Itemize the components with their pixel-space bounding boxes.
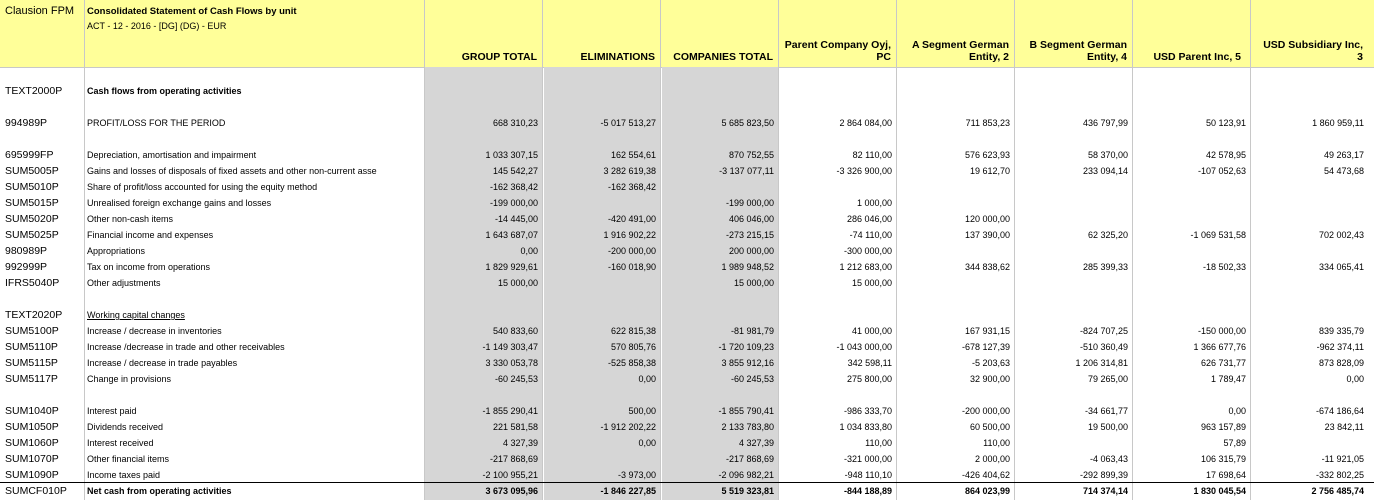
value-cell[interactable]: -217 868,69 — [489, 454, 538, 464]
row-code: 980989P — [5, 245, 48, 257]
row-description: Income taxes paid — [87, 470, 161, 480]
value-cell[interactable]: -420 491,00 — [607, 214, 656, 224]
value-cell[interactable]: 285 399,33 — [1082, 262, 1128, 272]
table-row[interactable] — [0, 467, 1374, 483]
table-row[interactable] — [0, 259, 1374, 275]
row-description: Dividends received — [87, 422, 164, 432]
row-code: SUM5025P — [5, 229, 59, 241]
table-row[interactable] — [0, 195, 1374, 211]
column-header-line2: PC — [876, 51, 891, 63]
value-cell[interactable]: 1 034 833,80 — [839, 422, 892, 432]
table-row[interactable] — [0, 275, 1374, 291]
value-cell[interactable]: -824 707,25 — [1079, 326, 1128, 336]
column-header-line1: A Segment German — [911, 39, 1009, 51]
value-cell[interactable]: -14 445,00 — [494, 214, 538, 224]
row-code: TEXT2000P — [5, 85, 63, 97]
value-cell[interactable]: 0,00 — [520, 246, 538, 256]
value-cell[interactable]: 1 366 677,76 — [1193, 342, 1246, 352]
value-cell[interactable]: 79 265,00 — [1087, 374, 1128, 384]
value-cell[interactable]: 626 731,77 — [1200, 358, 1246, 368]
value-cell[interactable]: 137 390,00 — [964, 230, 1010, 240]
value-cell[interactable]: 58 370,00 — [1087, 150, 1128, 160]
row-description: Appropriations — [87, 246, 146, 256]
value-cell[interactable]: 32 900,00 — [969, 374, 1010, 384]
table-row[interactable] — [0, 243, 1374, 259]
value-cell[interactable]: -1 149 303,47 — [482, 342, 538, 352]
value-cell[interactable]: -200 000,00 — [607, 246, 656, 256]
row-description: Other non-cash items — [87, 214, 174, 224]
value-cell[interactable]: -674 186,64 — [1315, 406, 1364, 416]
value-cell[interactable]: 4 327,39 — [502, 438, 538, 448]
row-description: PROFIT/LOSS FOR THE PERIOD — [87, 118, 226, 128]
value-cell[interactable]: 42 578,95 — [1205, 150, 1246, 160]
row-code: SUM5100P — [5, 325, 59, 337]
table-row[interactable] — [0, 115, 1374, 131]
row-description: Working capital changes — [87, 310, 185, 320]
value-cell[interactable]: -1 720 109,23 — [718, 342, 774, 352]
value-cell[interactable]: 2 756 485,74 — [1311, 486, 1364, 496]
column-header-line1 — [653, 39, 773, 51]
value-cell[interactable]: 1 916 902,22 — [603, 230, 656, 240]
table-row[interactable] — [0, 323, 1374, 339]
value-cell[interactable]: 200 000,00 — [728, 246, 774, 256]
row-description: Increase / decrease in trade payables — [87, 358, 238, 368]
value-cell[interactable]: -332 802,25 — [1315, 470, 1364, 480]
value-cell[interactable]: -3 137 077,11 — [719, 166, 774, 176]
value-cell[interactable]: -2 096 982,21 — [718, 470, 774, 480]
value-cell[interactable]: 342 598,11 — [847, 358, 892, 368]
total-separator — [0, 482, 1374, 483]
value-cell[interactable]: 1 789,47 — [1210, 374, 1246, 384]
value-cell[interactable]: 19 500,00 — [1087, 422, 1128, 432]
value-cell[interactable]: -60 245,53 — [730, 374, 774, 384]
value-cell[interactable]: 15 000,00 — [851, 278, 892, 288]
value-cell[interactable]: -200 000,00 — [961, 406, 1010, 416]
value-cell[interactable]: -4 063,43 — [1089, 454, 1128, 464]
value-cell[interactable]: -199 000,00 — [489, 198, 538, 208]
column-header-line1 — [543, 39, 655, 51]
row-code: SUM1060P — [5, 437, 59, 449]
column-header-line2: ELIMINATIONS — [580, 51, 655, 63]
value-cell[interactable]: -5 017 513,27 — [600, 118, 656, 128]
column-header-line1: USD Subsidiary Inc, — [1263, 39, 1363, 51]
value-cell[interactable]: -300 000,00 — [843, 246, 892, 256]
value-cell[interactable]: 221 581,58 — [492, 422, 538, 432]
column-header[interactable] — [543, 39, 655, 63]
row-code: 695999FP — [5, 149, 54, 161]
value-cell[interactable]: 570 805,76 — [610, 342, 656, 352]
value-cell[interactable]: -107 052,63 — [1197, 166, 1246, 176]
value-cell[interactable]: 82 110,00 — [852, 150, 892, 160]
table-row[interactable] — [0, 179, 1374, 195]
row-description: Other financial items — [87, 454, 170, 464]
value-cell[interactable]: -510 360,49 — [1079, 342, 1128, 352]
row-code: SUM5020P — [5, 213, 59, 225]
value-cell[interactable]: 702 002,43 — [1318, 230, 1364, 240]
value-cell[interactable]: 3 855 912,16 — [721, 358, 774, 368]
table-row[interactable] — [0, 83, 1374, 99]
value-cell[interactable]: -3 973,00 — [617, 470, 656, 480]
value-cell[interactable]: 1 830 045,54 — [1193, 486, 1246, 496]
value-cell[interactable]: 41 000,00 — [851, 326, 892, 336]
value-cell[interactable]: -1 846 227,85 — [600, 486, 656, 496]
value-cell[interactable]: -74 110,00 — [849, 230, 892, 240]
value-cell[interactable]: 0,00 — [1228, 406, 1246, 416]
value-cell[interactable]: 5 685 823,50 — [721, 118, 774, 128]
value-cell[interactable]: 167 931,15 — [964, 326, 1010, 336]
table-row[interactable] — [0, 371, 1374, 387]
value-cell[interactable]: 3 282 619,38 — [603, 166, 656, 176]
row-code: SUM5015P — [5, 197, 59, 209]
row-description: Tax on income from operations — [87, 262, 211, 272]
value-cell[interactable]: -1 855 290,41 — [482, 406, 538, 416]
table-row[interactable] — [0, 147, 1374, 163]
column-header-line1: Parent Company Oyj, — [784, 39, 891, 51]
table-row[interactable] — [0, 419, 1374, 435]
table-row[interactable] — [0, 483, 1374, 499]
value-cell[interactable]: 1 643 687,07 — [485, 230, 538, 240]
value-cell[interactable]: 1 206 314,81 — [1075, 358, 1128, 368]
value-cell[interactable]: 110,00 — [983, 438, 1010, 448]
value-cell[interactable]: 106 315,79 — [1200, 454, 1246, 464]
value-cell[interactable]: 344 838,62 — [964, 262, 1010, 272]
value-cell[interactable]: 54 473,68 — [1323, 166, 1364, 176]
value-cell[interactable]: -3 326 900,00 — [836, 166, 892, 176]
row-description: Increase /decrease in trade and other receivables — [87, 342, 285, 352]
value-cell[interactable]: 2 864 084,00 — [839, 118, 892, 128]
value-cell[interactable]: 711 853,23 — [965, 118, 1010, 128]
value-cell[interactable]: -678 127,39 — [961, 342, 1010, 352]
value-cell[interactable]: 2 133 783,80 — [721, 422, 774, 432]
column-header-line2: COMPANIES TOTAL — [673, 51, 773, 63]
value-cell[interactable]: 60 500,00 — [969, 422, 1010, 432]
value-cell[interactable]: 1 000,00 — [856, 198, 892, 208]
row-description: Depreciation, amortisation and impairment — [87, 150, 257, 160]
row-code: SUM1090P — [5, 469, 59, 481]
row-code: TEXT2020P — [5, 309, 63, 321]
column-header-line1: B Segment German — [1029, 39, 1127, 51]
column-header[interactable] — [1133, 39, 1241, 63]
value-cell[interactable]: 1 989 948,52 — [721, 262, 774, 272]
table-row[interactable] — [0, 451, 1374, 467]
value-cell[interactable]: 3 673 095,96 — [485, 486, 538, 496]
row-code: SUM1040P — [5, 405, 59, 417]
value-cell[interactable]: -948 110,10 — [844, 470, 892, 480]
row-description: Net cash from operating activities — [87, 486, 232, 496]
report-title: Consolidated Statement of Cash Flows by unit — [87, 6, 297, 17]
report-subtitle: ACT - 12 - 2016 - [DG] (DG) - EUR — [87, 21, 227, 31]
value-cell[interactable]: -321 000,00 — [843, 454, 892, 464]
value-cell[interactable]: 62 325,20 — [1087, 230, 1128, 240]
value-cell[interactable]: 0,00 — [1346, 374, 1364, 384]
value-cell[interactable]: 162 554,61 — [610, 150, 656, 160]
value-cell[interactable]: 49 263,17 — [1323, 150, 1364, 160]
row-code: SUMCF010P — [5, 485, 67, 497]
table-row[interactable] — [0, 403, 1374, 419]
row-description: Gains and losses of disposals of fixed assets and other non-current asse — [87, 166, 377, 176]
row-code: SUM1050P — [5, 421, 59, 433]
value-cell[interactable]: 57,89 — [1223, 438, 1246, 448]
value-cell[interactable]: 0,00 — [638, 374, 656, 384]
table-row[interactable] — [0, 435, 1374, 451]
value-cell[interactable]: 1 860 959,11 — [1312, 118, 1364, 128]
value-cell[interactable]: -81 981,79 — [730, 326, 774, 336]
value-cell[interactable]: 17 698,64 — [1205, 470, 1246, 480]
row-description: Cash flows from operating activities — [87, 86, 242, 96]
column-header-line1 — [425, 39, 537, 51]
value-cell[interactable]: 110,00 — [865, 438, 892, 448]
value-cell[interactable]: 23 842,11 — [1324, 422, 1364, 432]
value-cell[interactable]: -217 868,69 — [725, 454, 774, 464]
row-code: SUM5010P — [5, 181, 59, 193]
row-description: Financial income and expenses — [87, 230, 214, 240]
column-header-line2: USD Parent Inc, 5 — [1153, 51, 1241, 63]
value-cell[interactable]: -273 215,15 — [725, 230, 774, 240]
column-header[interactable] — [897, 39, 1009, 63]
table-row[interactable] — [0, 355, 1374, 371]
value-cell[interactable]: -1 912 202,22 — [600, 422, 656, 432]
value-cell[interactable]: 334 065,41 — [1318, 262, 1364, 272]
row-code: SUM5117P — [5, 373, 58, 385]
column-header[interactable] — [1251, 39, 1363, 63]
value-cell[interactable]: 1 212 683,00 — [839, 262, 892, 272]
table-row[interactable] — [0, 227, 1374, 243]
row-code: 994989P — [5, 117, 48, 129]
value-cell[interactable]: -34 661,77 — [1084, 406, 1128, 416]
row-description: Change in provisions — [87, 374, 172, 384]
value-cell[interactable]: 622 815,38 — [610, 326, 656, 336]
row-description: Share of profit/loss accounted for using the equity method — [87, 182, 318, 192]
value-cell[interactable]: 873 828,09 — [1318, 358, 1364, 368]
value-cell[interactable]: -150 000,00 — [1197, 326, 1246, 336]
value-cell[interactable]: 120 000,00 — [964, 214, 1010, 224]
value-cell[interactable]: 540 833,60 — [492, 326, 538, 336]
value-cell[interactable]: 839 335,79 — [1318, 326, 1364, 336]
row-code: IFRS5040P — [5, 277, 60, 289]
row-code: SUM1070P — [5, 453, 59, 465]
row-code: SUM5110P — [5, 341, 58, 353]
value-cell[interactable]: 286 046,00 — [846, 214, 892, 224]
value-cell[interactable]: 19 612,70 — [969, 166, 1010, 176]
value-cell[interactable]: -1 043 000,00 — [836, 342, 892, 352]
value-cell[interactable]: -2 100 955,21 — [482, 470, 538, 480]
value-cell[interactable]: 1 829 929,61 — [485, 262, 538, 272]
column-header-line2: Entity, 2 — [968, 51, 1009, 63]
table-row[interactable] — [0, 211, 1374, 227]
value-cell[interactable]: 870 752,55 — [728, 150, 774, 160]
value-cell[interactable]: 50 123,91 — [1205, 118, 1246, 128]
table-row[interactable] — [0, 307, 1374, 323]
row-code: SUM5005P — [5, 165, 59, 177]
value-cell[interactable]: 864 023,99 — [964, 486, 1010, 496]
value-cell[interactable]: 714 374,14 — [1082, 486, 1128, 496]
column-header[interactable] — [653, 39, 773, 63]
row-description: Interest received — [87, 438, 154, 448]
row-description: Unrealised foreign exchange gains and losses — [87, 198, 272, 208]
value-cell[interactable]: -199 000,00 — [725, 198, 774, 208]
column-header[interactable] — [1015, 39, 1127, 63]
value-cell[interactable]: 576 623,93 — [964, 150, 1010, 160]
value-cell[interactable]: -162 368,42 — [607, 182, 656, 192]
value-cell[interactable]: -986 333,70 — [843, 406, 892, 416]
value-cell[interactable]: -525 858,38 — [607, 358, 656, 368]
value-cell[interactable]: -1 855 790,41 — [718, 406, 774, 416]
value-cell[interactable]: 15 000,00 — [497, 278, 538, 288]
value-cell[interactable]: 500,00 — [628, 406, 656, 416]
app-label: Clausion FPM — [5, 5, 75, 17]
row-description: Other adjustments — [87, 278, 161, 288]
row-code: SUM5115P — [5, 357, 58, 369]
row-code: 992999P — [5, 261, 48, 273]
value-cell[interactable]: -1 069 531,58 — [1190, 230, 1246, 240]
column-header[interactable] — [779, 39, 891, 63]
value-cell[interactable]: 145 542,27 — [492, 166, 538, 176]
value-cell[interactable]: 0,00 — [638, 438, 656, 448]
value-cell[interactable]: 406 046,00 — [728, 214, 774, 224]
value-cell[interactable]: 233 094,14 — [1082, 166, 1128, 176]
table-row[interactable] — [0, 339, 1374, 355]
column-header-line2: 3 — [1357, 51, 1363, 63]
value-cell[interactable]: 963 157,89 — [1200, 422, 1246, 432]
column-header-line2: GROUP TOTAL — [461, 51, 537, 63]
value-cell[interactable]: -5 203,63 — [971, 358, 1010, 368]
value-cell[interactable]: -11 921,05 — [1321, 454, 1364, 464]
value-cell[interactable]: 3 330 053,78 — [485, 358, 538, 368]
value-cell[interactable]: 436 797,99 — [1082, 118, 1128, 128]
column-header-line2: Entity, 4 — [1086, 51, 1127, 63]
value-cell[interactable]: -292 899,39 — [1079, 470, 1128, 480]
value-cell[interactable]: 275 800,00 — [846, 374, 892, 384]
row-description: Interest paid — [87, 406, 137, 416]
value-cell[interactable]: -60 245,53 — [494, 374, 538, 384]
value-cell[interactable]: 15 000,00 — [733, 278, 774, 288]
column-header[interactable] — [425, 39, 537, 63]
value-cell[interactable]: 2 000,00 — [974, 454, 1010, 464]
value-cell[interactable]: -160 018,90 — [607, 262, 656, 272]
value-cell[interactable]: 1 033 307,15 — [485, 150, 538, 160]
value-cell[interactable]: -426 404,62 — [961, 470, 1010, 480]
value-cell[interactable]: 668 310,23 — [492, 118, 538, 128]
value-cell[interactable]: -844 188,89 — [843, 486, 892, 496]
value-cell[interactable]: -18 502,33 — [1202, 262, 1246, 272]
column-header-line1 — [1133, 39, 1241, 51]
value-cell[interactable]: 4 327,39 — [738, 438, 774, 448]
row-description: Increase / decrease in inventories — [87, 326, 222, 336]
value-cell[interactable]: -962 374,11 — [1316, 342, 1364, 352]
value-cell[interactable]: 5 519 323,81 — [721, 486, 774, 496]
table-row[interactable] — [0, 163, 1374, 179]
value-cell[interactable]: -162 368,42 — [489, 182, 538, 192]
